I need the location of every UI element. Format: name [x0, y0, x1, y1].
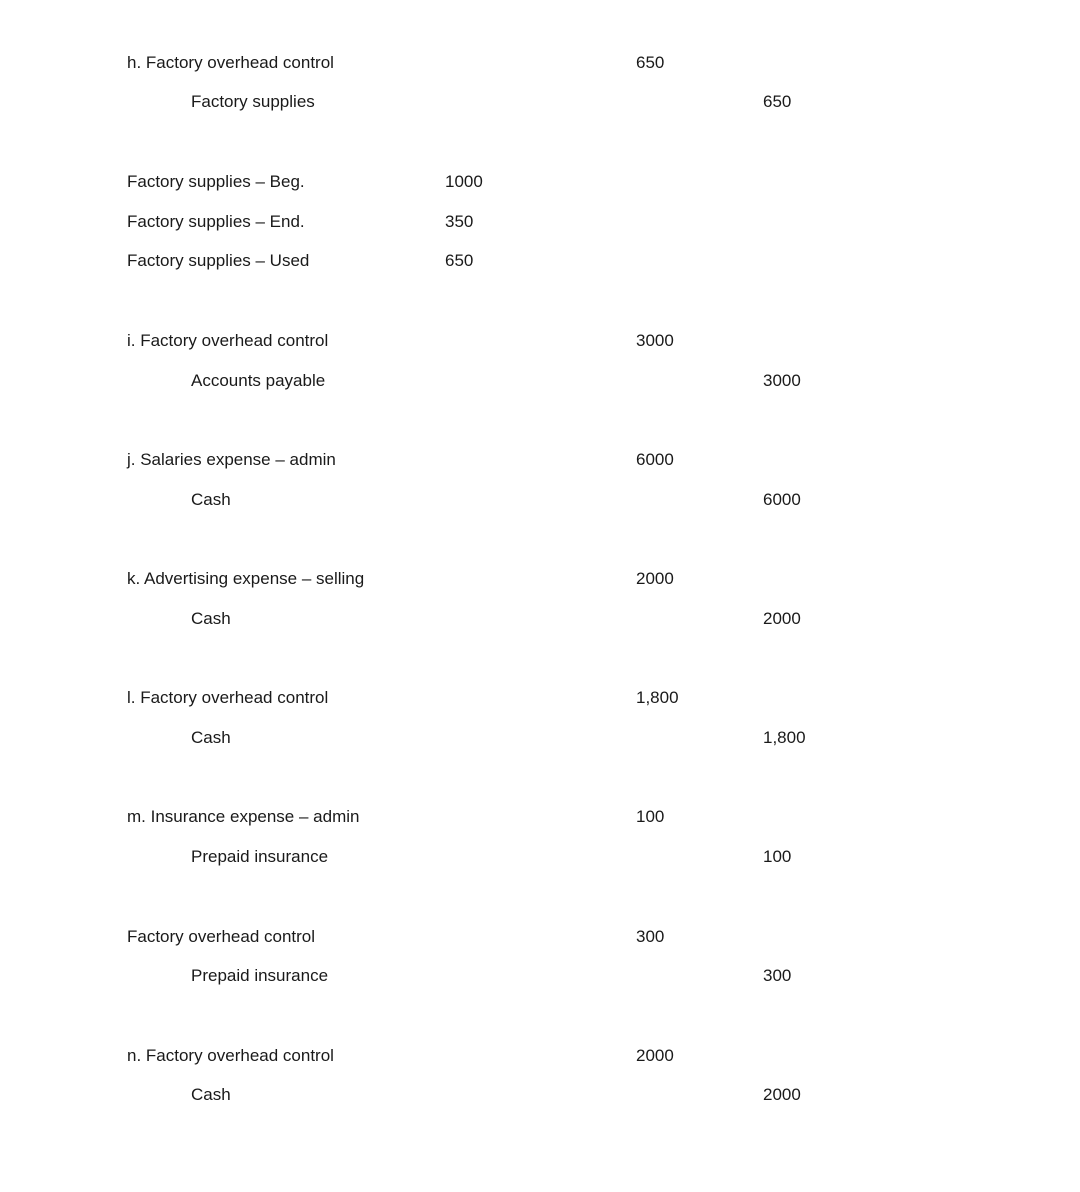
- supplies-end-value: 350: [445, 212, 474, 231]
- supplies-end-label: Factory supplies – End.: [127, 212, 305, 231]
- supplies-beg-value: 1000: [445, 172, 483, 191]
- entry-n-credit-account: Cash: [191, 1085, 231, 1104]
- entry-k-debit-amount: 2000: [636, 569, 674, 588]
- entry-m2-debit-amount: 300: [636, 927, 665, 946]
- entry-m-credit-amount: 100: [763, 847, 792, 866]
- entry-j-debit-account: j. Salaries expense – admin: [127, 450, 336, 469]
- entry-k-debit-account: k. Advertising expense – selling: [127, 569, 365, 588]
- entry-h-credit-account: Factory supplies: [191, 92, 315, 111]
- entry-h-debit-amount: 650: [636, 53, 665, 72]
- entry-j-debit-amount: 6000: [636, 450, 674, 469]
- entry-l-credit-account: Cash: [191, 728, 231, 747]
- entry-i-debit-account: i. Factory overhead control: [127, 331, 329, 350]
- entry-m-debit-account: m. Insurance expense – admin: [127, 807, 360, 826]
- entry-i-credit-account: Accounts payable: [191, 371, 326, 390]
- entry-i-credit-amount: 3000: [763, 371, 801, 390]
- entry-n-debit-account: n. Factory overhead control: [127, 1046, 334, 1065]
- entry-k-credit-account: Cash: [191, 609, 231, 628]
- entry-m-debit-amount: 100: [636, 807, 665, 826]
- supplies-used-value: 650: [445, 251, 474, 270]
- entry-h-credit-amount: 650: [763, 92, 792, 111]
- entry-l-credit-amount: 1,800: [763, 728, 806, 747]
- entry-j-credit-amount: 6000: [763, 490, 801, 509]
- entry-m-credit-account: Prepaid insurance: [191, 847, 329, 866]
- entry-h-debit-account: h. Factory overhead control: [127, 53, 334, 72]
- entry-l-debit-amount: 1,800: [636, 688, 679, 707]
- entry-m2-credit-amount: 300: [763, 966, 792, 985]
- entry-m2-credit-account: Prepaid insurance: [191, 966, 329, 985]
- entry-k-credit-amount: 2000: [763, 609, 801, 628]
- supplies-used-label: Factory supplies – Used: [127, 251, 310, 270]
- entry-i-debit-amount: 3000: [636, 331, 674, 350]
- entry-n-credit-amount: 2000: [763, 1085, 801, 1104]
- entry-n-debit-amount: 2000: [636, 1046, 674, 1065]
- entry-l-debit-account: l. Factory overhead control: [127, 688, 329, 707]
- entry-m2-debit-account: Factory overhead control: [127, 927, 316, 946]
- supplies-beg-label: Factory supplies – Beg.: [127, 172, 305, 191]
- entry-j-credit-account: Cash: [191, 490, 231, 509]
